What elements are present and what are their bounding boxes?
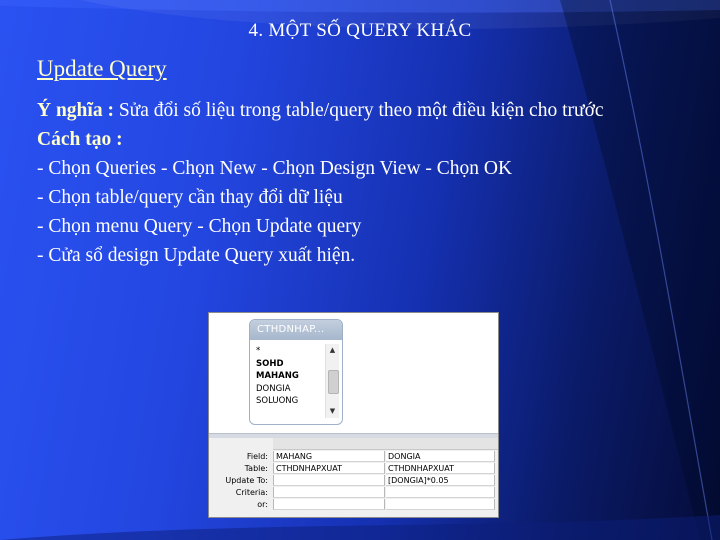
step-line: - Chọn Queries - Chọn New - Chọn Design View - Chọn OK	[37, 158, 513, 179]
scroll-thumb[interactable]	[328, 370, 339, 394]
meaning-text: Sửa đổi số liệu trong table/query theo một điều kiện cho trước	[113, 100, 604, 121]
row-label-or: or:	[257, 500, 268, 509]
grid-row-field	[209, 451, 498, 463]
grid-cell-field-1[interactable]: MAHANG	[273, 451, 385, 462]
grid-cell-criteria-1[interactable]	[273, 487, 385, 498]
design-grid	[209, 438, 498, 517]
grid-row-update-to	[209, 475, 498, 487]
grid-row-or	[209, 499, 498, 511]
field-item-soluong[interactable]: SOLUONG	[256, 396, 299, 406]
create-label: Cách tạo :	[37, 129, 123, 150]
grid-cell-criteria-2[interactable]	[386, 487, 495, 498]
field-item-all[interactable]: *	[256, 346, 261, 356]
step-line: - Chọn menu Query - Chọn Update query	[37, 216, 362, 237]
grid-cell-or-1[interactable]	[273, 499, 385, 510]
step-line: - Cửa sổ design Update Query xuất hiện.	[37, 245, 356, 266]
meaning-label: Ý nghĩa :	[37, 100, 114, 121]
grid-cell-table-1[interactable]: CTHDNHAPXUAT	[273, 463, 385, 474]
table-pane	[209, 313, 498, 433]
grid-cell-or-2[interactable]	[386, 499, 495, 510]
field-items	[256, 345, 320, 408]
grid-cell-field-2[interactable]: DONGIA	[386, 451, 495, 462]
grid-cell-update-to-2[interactable]: [DONGIA]*0.05	[386, 475, 495, 486]
grid-cell-table-2[interactable]: CTHDNHAPXUAT	[386, 463, 495, 474]
query-design-window	[208, 312, 499, 518]
section-heading: Update Query	[37, 56, 167, 81]
field-item-mahang[interactable]: MAHANG	[256, 371, 299, 381]
grid-column-selectors[interactable]	[273, 438, 498, 450]
row-label-field: Field:	[246, 452, 268, 461]
field-item-dongia[interactable]: DONGIA	[256, 383, 291, 394]
field-item-sohd[interactable]: SOHD	[256, 358, 284, 369]
grid-cell-update-to-1[interactable]	[273, 475, 385, 486]
row-label-criteria: Criteria:	[235, 488, 268, 497]
body-text	[37, 96, 702, 270]
meaning-paragraph	[37, 96, 702, 125]
field-list-scrollbar[interactable]	[325, 344, 339, 418]
scroll-down-icon[interactable]: ▼	[329, 407, 336, 415]
scroll-up-icon[interactable]: ▲	[329, 346, 336, 354]
field-list-title[interactable]: CTHDNHAP...	[250, 320, 342, 340]
step-line: - Chọn table/query cần thay đổi dữ liệu	[37, 187, 343, 208]
row-label-table: Table:	[244, 464, 268, 473]
slide-title: 4. MỘT SỐ QUERY KHÁC	[248, 20, 472, 41]
grid-row-criteria	[209, 487, 498, 499]
row-label-update-to: Update To:	[225, 476, 268, 485]
grid-row-table	[209, 463, 498, 475]
table-field-list[interactable]	[249, 319, 343, 425]
